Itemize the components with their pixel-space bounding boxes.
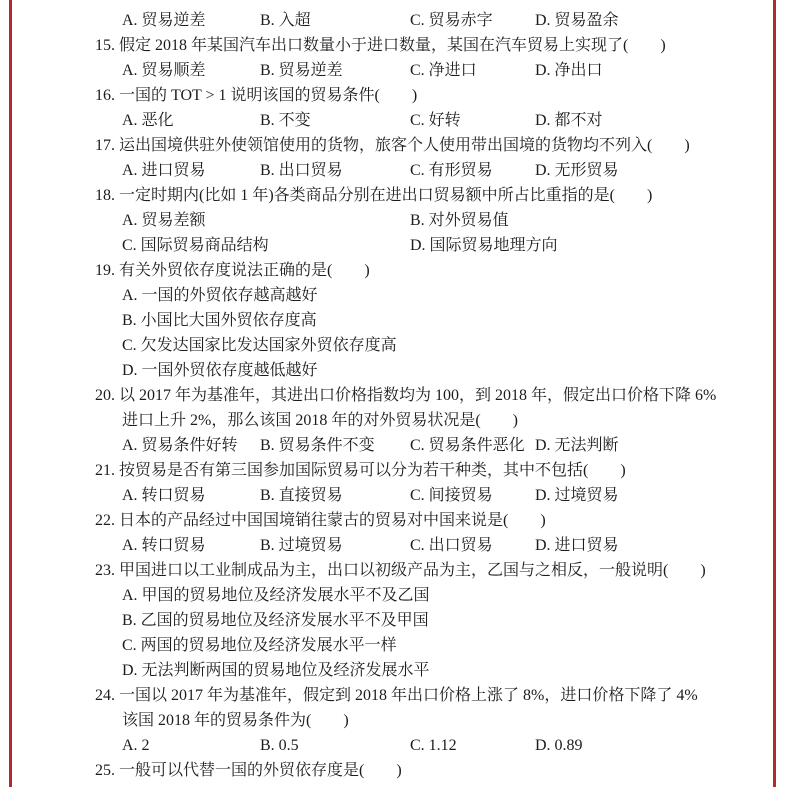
- question-16-stem: 16. 一国的 TOT > 1 说明该国的贸易条件( ): [95, 87, 418, 104]
- option-c: C. 间接贸易: [410, 487, 493, 504]
- question-22-stem: 22. 日本的产品经过中国国境销往蒙古的贸易对中国来说是( ): [95, 512, 546, 529]
- question-24-stem-line-1: 24. 一国以 2017 年为基准年，假定到 2018 年出口价格上涨了 8%，进口价格下降了 4%: [95, 687, 698, 704]
- option-a: A. 进口贸易: [122, 162, 206, 179]
- question-24-options: [0, 733, 770, 758]
- option-a: A. 贸易顺差: [122, 62, 206, 79]
- option-c: C. 1.12: [410, 737, 457, 754]
- option-d: D. 国际贸易地理方向: [410, 237, 558, 254]
- option-c: C. 好转: [410, 112, 461, 129]
- question-23-option-b: B. 乙国的贸易地位及经济发展水平不及甲国: [122, 612, 429, 629]
- option-b: B. 直接贸易: [260, 487, 343, 504]
- question-20-options: [0, 433, 770, 458]
- option-a: A. 贸易条件好转: [122, 437, 238, 454]
- option-d: D. 无形贸易: [535, 162, 619, 179]
- option-d: D. 0.89: [535, 737, 583, 754]
- option-d: D. 净出口: [535, 62, 603, 79]
- question-17-options: [0, 158, 770, 183]
- question-21-options: [0, 483, 770, 508]
- question-23-option-a: A. 甲国的贸易地位及经济发展水平不及乙国: [122, 587, 430, 604]
- question-15-stem: 15. 假定 2018 年某国汽车出口数量小于进口数量，某国在汽车贸易上实现了( ): [95, 37, 666, 54]
- question-16-options: [0, 108, 770, 133]
- option-c: C. 贸易条件恶化: [410, 437, 525, 454]
- question-17-stem: 17. 运出国境供驻外使领馆使用的货物，旅客个人使用带出国境的货物均不列入( ): [95, 137, 690, 154]
- option-c: C. 出口贸易: [410, 537, 493, 554]
- question-19-stem: 19. 有关外贸依存度说法正确的是( ): [95, 262, 370, 279]
- question-23-option-d: D. 无法判断两国的贸易地位及经济发展水平: [122, 662, 430, 679]
- question-list: [0, 8, 770, 783]
- option-a: A. 贸易差额: [122, 212, 206, 229]
- option-a: A. 转口贸易: [122, 487, 206, 504]
- option-b: B. 贸易逆差: [260, 62, 343, 79]
- option-d: D. 过境贸易: [535, 487, 619, 504]
- question-15-options: [0, 58, 770, 83]
- option-b: B. 贸易条件不变: [260, 437, 375, 454]
- option-b: B. 入超: [260, 12, 311, 29]
- question-21-stem: 21. 按贸易是否有第三国参加国际贸易可以分为若干种类，其中不包括( ): [95, 462, 626, 479]
- option-b: B. 出口贸易: [260, 162, 343, 179]
- question-19-option-c: C. 欠发达国家比发达国家外贸依存度高: [122, 337, 397, 354]
- option-d: D. 无法判断: [535, 437, 619, 454]
- option-a: A. 2: [122, 737, 150, 754]
- question-19-option-b: B. 小国比大国外贸依存度高: [122, 312, 317, 329]
- option-a: A. 转口贸易: [122, 537, 206, 554]
- question-20-stem-line-2: 进口上升 2%，那么该国 2018 年的对外贸易状况是( ): [122, 412, 518, 429]
- option-c: C. 贸易赤字: [410, 12, 493, 29]
- option-b: B. 不变: [260, 112, 311, 129]
- question-24-stem-line-2: 该国 2018 年的贸易条件为( ): [122, 712, 349, 729]
- option-d: D. 都不对: [535, 112, 603, 129]
- question-23-stem: 23. 甲国进口以工业制成品为主，出口以初级产品为主，乙国与之相反，一般说明( ): [95, 562, 706, 579]
- option-a: A. 贸易逆差: [122, 12, 206, 29]
- question-18-options-row-2: [0, 233, 770, 258]
- question-18-stem: 18. 一定时期内(比如 1 年)各类商品分别在进出口贸易额中所占比重指的是( ): [95, 187, 653, 204]
- option-a: A. 恶化: [122, 112, 174, 129]
- option-b: B. 过境贸易: [260, 537, 343, 554]
- option-d: D. 贸易盈余: [535, 12, 619, 29]
- question-25-stem: 25. 一般可以代替一国的外贸依存度是( ): [95, 762, 402, 779]
- option-b: B. 对外贸易值: [410, 212, 509, 229]
- option-b: B. 0.5: [260, 737, 299, 754]
- partial-question-options: [0, 8, 770, 33]
- option-c: C. 有形贸易: [410, 162, 493, 179]
- question-23-option-c: C. 两国的贸易地位及经济发展水平一样: [122, 637, 397, 654]
- question-22-options: [0, 533, 770, 558]
- right-red-border: [773, 0, 776, 787]
- question-18-options-row-1: [0, 208, 770, 233]
- question-19-option-a: A. 一国的外贸依存越高越好: [122, 287, 318, 304]
- question-19-option-d: D. 一国外贸依存度越低越好: [122, 362, 318, 379]
- option-d: D. 进口贸易: [535, 537, 619, 554]
- option-c: C. 净进口: [410, 62, 477, 79]
- question-20-stem-line-1: 20. 以 2017 年为基准年，其进出口价格指数均为 100，到 2018 年，假定出口价格下降 6%: [95, 387, 717, 404]
- option-c: C. 国际贸易商品结构: [122, 237, 269, 254]
